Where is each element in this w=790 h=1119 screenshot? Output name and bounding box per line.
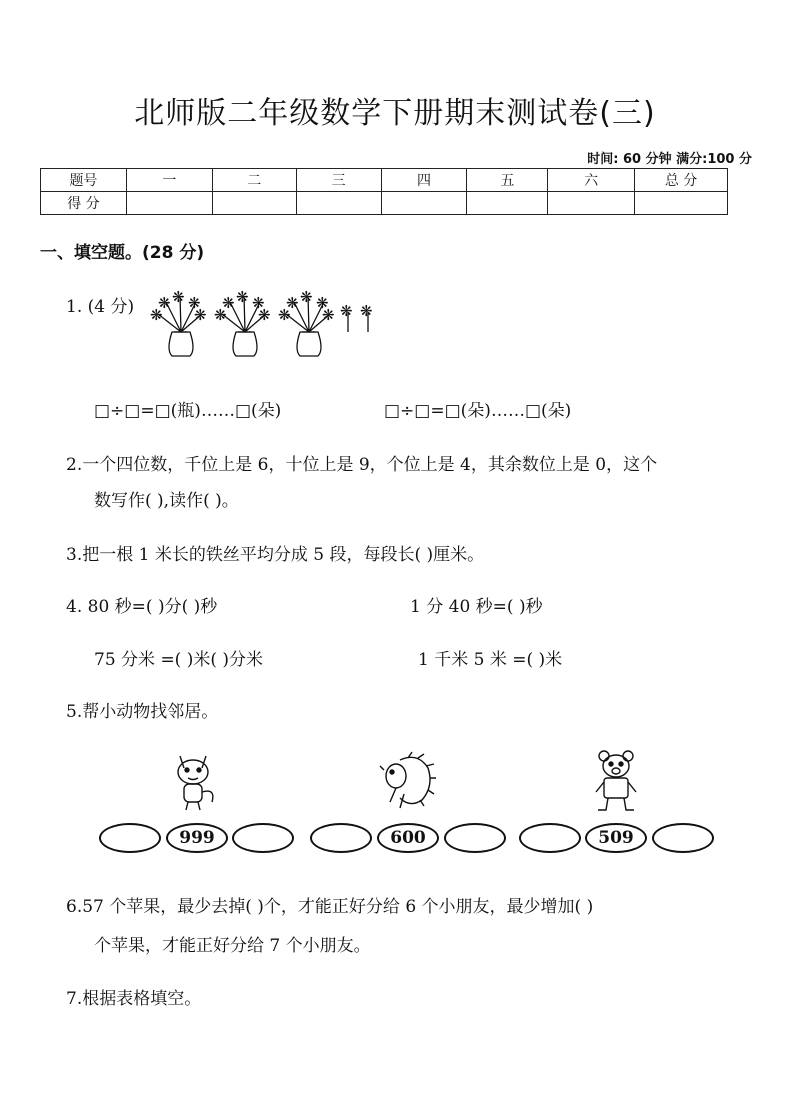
question-4-a: 4. 80 秒=( )分( )秒 xyxy=(66,597,218,617)
score-cell[interactable] xyxy=(381,192,467,215)
flower-icon: ❋ xyxy=(286,294,299,312)
score-table-score-row xyxy=(41,192,728,215)
flower-icon: ❋ xyxy=(322,306,335,324)
flower-icon: ❋ xyxy=(188,294,201,312)
flower-icon: ❋ xyxy=(150,306,163,324)
bear-icon xyxy=(588,748,648,814)
answer-oval[interactable] xyxy=(519,823,581,853)
vase-icon xyxy=(169,332,193,356)
score-cell[interactable] xyxy=(212,192,296,215)
table-cell: 三 xyxy=(296,169,381,192)
flower-vases-illustration xyxy=(144,290,384,362)
flower-icon: ❋ xyxy=(258,306,271,324)
flower-icon: ❋ xyxy=(278,306,291,324)
table-cell: 五 xyxy=(467,169,548,192)
table-cell: 四 xyxy=(381,169,467,192)
flower-icon: ❋ xyxy=(252,294,265,312)
vase-icon xyxy=(233,332,257,356)
flower-icon: ❋ xyxy=(214,306,227,324)
table-cell: 二 xyxy=(212,169,296,192)
table-cell: 得 分 xyxy=(41,192,127,215)
vase-icon xyxy=(297,332,321,356)
score-cell[interactable] xyxy=(635,192,728,215)
cat-icon xyxy=(166,748,226,812)
flower-icon: ❋ xyxy=(222,294,235,312)
flower-icon: ❋ xyxy=(172,290,185,306)
question-2-line-2: 数写作( ),读作( )。 xyxy=(94,491,239,511)
answer-oval[interactable] xyxy=(99,823,161,853)
score-cell[interactable] xyxy=(126,192,212,215)
question-6-line-2: 个苹果，才能正好分给 7 个小朋友。 xyxy=(94,936,371,956)
score-cell[interactable] xyxy=(548,192,635,215)
score-cell[interactable] xyxy=(296,192,381,215)
answer-oval[interactable] xyxy=(444,823,506,853)
exam-meta: 时间: 60 分钟 满分:100 分 xyxy=(587,152,752,167)
flower-icon: ❋ xyxy=(300,290,313,306)
score-table xyxy=(40,168,728,215)
answer-oval[interactable] xyxy=(652,823,714,853)
flower-icon: ❋ xyxy=(158,294,171,312)
question-4-b: 1 分 40 秒=( )秒 xyxy=(410,597,543,617)
flower-icon: ❋ xyxy=(236,290,249,306)
question-5-label: 5.帮小动物找邻居。 xyxy=(66,702,219,722)
question-2-line-1: 2.一个四位数，千位上是 6，十位上是 9，个位上是 4，其余数位上是 0，这个 xyxy=(66,455,658,475)
question-1-formula-a: □÷□=□(瓶)……□(朵) xyxy=(94,401,282,421)
question-1-label: 1. (4 分) xyxy=(66,297,135,317)
table-cell: 六 xyxy=(548,169,635,192)
hedgehog-icon xyxy=(378,748,438,812)
table-cell: 一 xyxy=(126,169,212,192)
flower-icon: ❋ xyxy=(194,306,207,324)
answer-oval[interactable] xyxy=(232,823,294,853)
question-4-c: 75 分米 =( )米( )分米 xyxy=(94,650,264,670)
question-3: 3.把一根 1 米长的铁丝平均分成 5 段，每段长( )厘米。 xyxy=(66,545,485,565)
number-oval: 600 xyxy=(377,823,439,853)
question-6-line-1: 6.57 个苹果，最少去掉( )个，才能正好分给 6 个小朋友，最少增加( ) xyxy=(66,897,594,917)
section-heading: 一、填空题。(28 分) xyxy=(40,243,205,263)
number-oval: 999 xyxy=(166,823,228,853)
question-7: 7.根据表格填空。 xyxy=(66,989,202,1009)
table-cell: 题号 xyxy=(41,169,127,192)
flower-icon: ❋ xyxy=(360,302,373,320)
question-1-formula-b: □÷□=□(朵)……□(朵) xyxy=(384,401,572,421)
question-4-d: 1 千米 5 米 =( )米 xyxy=(418,650,563,670)
page-title: 北师版二年级数学下册期末测试卷(三) xyxy=(134,96,656,131)
flower-icon: ❋ xyxy=(340,302,353,320)
score-cell[interactable] xyxy=(467,192,548,215)
flower-icon: ❋ xyxy=(316,294,329,312)
table-cell: 总 分 xyxy=(635,169,728,192)
number-oval: 509 xyxy=(585,823,647,853)
answer-oval[interactable] xyxy=(310,823,372,853)
score-table-header-row xyxy=(41,169,728,192)
